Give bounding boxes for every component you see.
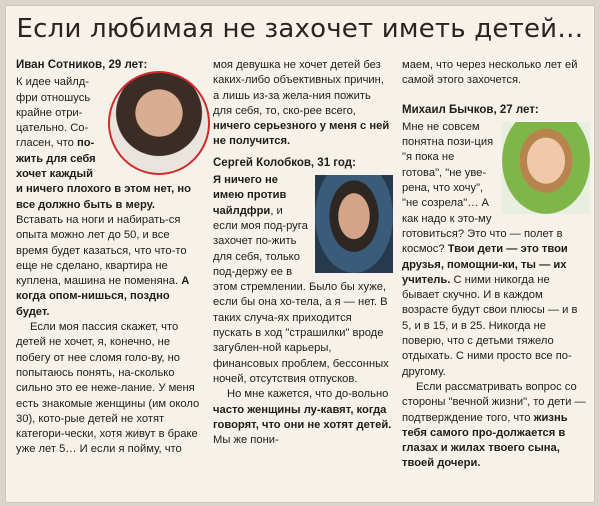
magazine-page	[6, 6, 594, 502]
speaker-name-ivan: Иван Сотников, 29 лет:	[16, 59, 148, 71]
speaker-name-sergey: Сергей Колобков, 31 год:	[213, 156, 356, 169]
speaker-name-mikhail: Михаил Бычков, 27 лет:	[402, 103, 539, 116]
column-3	[402, 58, 588, 494]
photo-sergey	[315, 175, 393, 273]
paragraph-mikhail-1: Мне не совсем понятна пози-ция "я пока не готова", "не уве-рена, что хочу", "не созрела"… А как надо к это-му готовиться? Это что — полет в космос? Твои дети — это твои друзья, помощни-ки, ты — их учитель. С ними никогда не бывает скучно. И в каждом возрасте будут свои плюсы — и в 5, и в 15, и в 25. Никогда не поверю, что с детьми тяжело отдыхать. С ними просто все по-другому.	[402, 120, 578, 378]
photo-ivan	[108, 71, 210, 175]
paragraph-sergey-1: Я ничего не имею против чайлдфри, и если моя под-руга захочет по-жить для себя, только под-держу ее в этом стремлении. Было бы хуже, если бы она хо-тела, а я — нет. В таких случа-ях приходится пускать в ход "страшилки" вроде загублен-ной карьеры, финансовых проблем, бессонных ночей, отсутствия отпусков.	[213, 174, 389, 385]
paragraph-mikhail-2: Если рассматривать вопрос со стороны "вечной жизни", то дети — подтверждение того, что жизнь тебя самого про-должается в глазах и жилах твоего сына, твоей дочери.	[402, 380, 586, 470]
column-2	[213, 58, 393, 494]
article-title: Если любимая не захочет иметь детей…	[16, 14, 584, 44]
photo-mikhail	[502, 122, 590, 214]
paragraph-sergey-2: Но мне кажется, что до-вольно часто женщины лу-кавят, когда говорят, что они не хотят детей. Мы же пони-	[213, 388, 392, 447]
column-1	[16, 58, 204, 494]
paragraph-sergey-3: маем, что через несколько лет ей самой этого захочется.	[402, 59, 578, 87]
paragraph-ivan-1: К идее чайлд-фри отношусь крайне отри-цательно. Со-гласен, что по-жить для себя хочет каждый и ничего плохого в этом нет, но все должно быть в меру. Вставать на ноги и набирать-ся опыта можно лет до 50, и все время будет казаться, что что-то еще не сделано, квартира не куплена, машина не поменяна. А когда опом-нишься, поздно будет.	[16, 76, 191, 318]
paragraph-ivan-3: моя девушка не хочет детей без каких-либо объективных причин, а лишь из-за жела-ния пожить для себя, то, ско-рее всего, ничего серьезного у меня с ней не получится.	[213, 59, 390, 148]
paragraph-ivan-2: Если моя пассия скажет, что детей не хочет, я, конечно, не побегу от нее сломя голо-ву, но попытаюсь понять, на-сколько сильно это ее нежe-лание. У меня есть знакомые женщины (им около 30), кото-рые детей не хотят категори-чески, хотя живут в браке уже лет 5… И если я пойму, что	[16, 321, 200, 456]
